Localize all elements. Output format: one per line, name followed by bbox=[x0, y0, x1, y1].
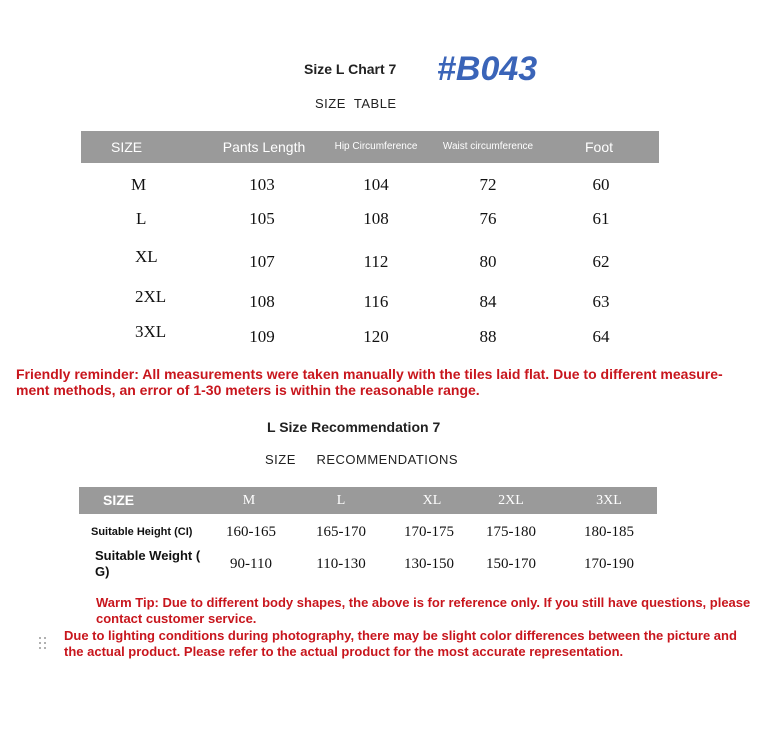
value-cell: 63 bbox=[592, 292, 610, 311]
size-cell: 3XL bbox=[135, 322, 167, 341]
table-row bbox=[81, 322, 659, 348]
value-cell: 112 bbox=[363, 252, 389, 271]
height-value: 160-165 bbox=[226, 524, 276, 540]
value-cell: 108 bbox=[363, 209, 389, 228]
value-cell: 108 bbox=[249, 292, 275, 311]
size-cell: L bbox=[136, 209, 147, 228]
col-pants-length: Pants Length bbox=[222, 139, 306, 155]
rec-col-size: SIZE bbox=[103, 492, 135, 508]
value-cell: 72 bbox=[479, 175, 497, 194]
height-value: 165-170 bbox=[316, 524, 366, 540]
table-row bbox=[81, 247, 659, 273]
rec-col-2xl: 2XL bbox=[498, 493, 524, 508]
table-subtitle: SIZE TABLE bbox=[315, 96, 397, 111]
weight-value: 90-110 bbox=[230, 556, 272, 572]
size-table-header bbox=[81, 131, 659, 163]
height-value: 180-185 bbox=[584, 524, 634, 540]
col-waist: Waist circumference bbox=[442, 141, 534, 152]
height-row bbox=[79, 522, 657, 544]
value-cell: 104 bbox=[363, 175, 389, 194]
weight-value: 150-170 bbox=[486, 556, 536, 572]
value-cell: 105 bbox=[249, 209, 275, 228]
recommendation-header bbox=[79, 487, 657, 514]
value-cell: 116 bbox=[363, 292, 389, 311]
rec-col-m: M bbox=[242, 493, 256, 508]
value-cell: 76 bbox=[479, 209, 497, 228]
value-cell: 88 bbox=[479, 327, 497, 346]
table-row bbox=[81, 287, 659, 313]
recommendation-title: L Size Recommendation 7 bbox=[267, 419, 441, 435]
height-label: Suitable Height (CI) bbox=[91, 526, 193, 538]
weight-row bbox=[79, 548, 657, 582]
rec-col-xl: XL bbox=[422, 493, 442, 508]
chart-title: Size L Chart 7 bbox=[304, 61, 397, 77]
value-cell: 61 bbox=[592, 209, 610, 228]
value-cell: 120 bbox=[363, 327, 389, 346]
weight-value: 170-190 bbox=[584, 556, 634, 572]
value-cell: 107 bbox=[249, 252, 275, 271]
measurement-reminder: Friendly reminder: All measurements were taken manually with the tiles laid flat. Due to different measure-ment methods, an error of 1-30 meters is within the reasonable range. bbox=[16, 366, 723, 398]
weight-value: 130-150 bbox=[404, 556, 454, 572]
value-cell: 60 bbox=[592, 175, 610, 194]
value-cell: 80 bbox=[479, 252, 497, 271]
recommendation-subtitle: SIZE RECOMMENDATIONS bbox=[265, 452, 459, 467]
value-cell: 109 bbox=[249, 327, 275, 346]
weight-label: Suitable Weight ( G) bbox=[95, 548, 201, 579]
value-cell: 103 bbox=[249, 175, 275, 194]
lighting-note: Due to lighting conditions during photography, there may be slight color differences between the picture and the actual product. Please refer to the actual product for the most accurate representation. bbox=[64, 628, 737, 659]
table-row bbox=[81, 209, 659, 235]
rec-col-l: L bbox=[336, 493, 346, 508]
col-size: SIZE bbox=[111, 139, 143, 155]
weight-value: 110-130 bbox=[316, 556, 366, 572]
rec-col-3xl: 3XL bbox=[596, 493, 622, 508]
height-value: 175-180 bbox=[486, 524, 536, 540]
height-value: 170-175 bbox=[404, 524, 454, 540]
table-row bbox=[81, 175, 659, 201]
col-hip: Hip Circumference bbox=[334, 141, 418, 152]
size-cell: 2XL bbox=[135, 287, 167, 306]
value-cell: 84 bbox=[479, 292, 497, 311]
size-cell: XL bbox=[135, 247, 158, 266]
drag-handle-icon[interactable] bbox=[39, 637, 49, 651]
col-foot: Foot bbox=[584, 139, 613, 155]
product-code: #B043 bbox=[437, 50, 538, 88]
value-cell: 62 bbox=[592, 252, 610, 271]
warm-tip: Warm Tip: Due to different body shapes, the above is for reference only. If you still have questions, please contact customer service. bbox=[96, 595, 751, 626]
size-cell: M bbox=[131, 175, 147, 194]
value-cell: 64 bbox=[592, 327, 610, 346]
